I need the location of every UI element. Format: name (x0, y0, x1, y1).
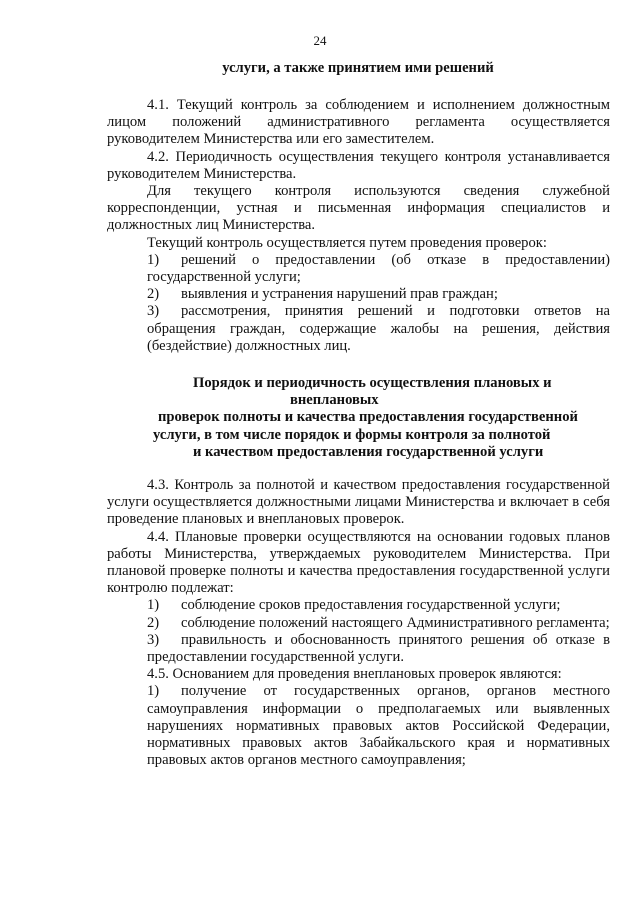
heading-line: внеплановых (290, 392, 379, 409)
list-item (107, 615, 610, 632)
heading-line: и качеством предоставления государственной услуги (193, 443, 544, 460)
list-item (107, 597, 610, 614)
list-item (107, 632, 610, 666)
section-heading-inspections (0, 375, 640, 461)
list-text: решений о предоставлении (об отказе в предоставлении) государственной услуги; (147, 251, 610, 286)
paragraph-sources: Для текущего контроля используются сведения служебной корреспонденции, устная и письменная информация специалистов и должностных лиц Министерства. (107, 183, 610, 234)
heading-line: проверок полноты и качества предоставления государственной (158, 409, 578, 426)
list-text: выявления и устранения нарушений прав граждан; (181, 286, 498, 303)
list-item (107, 286, 610, 303)
section-heading-top: услуги, а также принятием ими решений (222, 60, 494, 76)
list-item (107, 252, 610, 286)
list-number: 1) (147, 683, 160, 700)
list-text: соблюдение положений настоящего Административного регламента; (181, 614, 610, 631)
list-text: рассмотрения, принятия решений и подготовки ответов на обращения граждан, содержащие жалобы на решения, действия (бездействие) должностных лиц. (147, 303, 610, 354)
paragraph-checks-intro: Текущий контроль осуществляется путем проведения проверок: (147, 234, 547, 251)
paragraph-4-3: 4.3. Контроль за полнотой и качеством предоставления государственной услуги осуществляется должностными лицами Министерства и включает в себя проведение плановых и внеплановых проверок. (107, 477, 610, 528)
section-current-control (107, 97, 610, 355)
paragraph-4-1: 4.1. Текущий контроль за соблюдением и исполнением должностным лицом положений административного регламента осуществляется руководителем Министерства или его заместителем. (107, 97, 610, 148)
list-item (107, 303, 610, 355)
list-item (107, 683, 610, 769)
paragraph-4-5: 4.5. Основанием для проведения внеплановых проверок являются: (147, 666, 562, 683)
list-number: 3) (147, 631, 160, 648)
paragraph-4-4: 4.4. Плановые проверки осуществляются на основании годовых планов работы Министерства, утверждаемых руководителем Министерства. При плановой проверке полноты и качества предоставления государственной услуги контролю подлежат: (107, 528, 610, 597)
list-text: правильность и обоснованность принятого решения об отказе в предоставлении государственной услуги. (147, 631, 610, 666)
list-number: 1) (147, 597, 160, 614)
list-number: 2) (147, 286, 160, 303)
list-number: 2) (147, 614, 160, 631)
paragraph-4-2: 4.2. Периодичность осуществления текущего контроля устанавливается руководителем Министерства. (107, 148, 610, 182)
list-text: соблюдение сроков предоставления государственной услуги; (181, 597, 561, 614)
list-number: 1) (147, 251, 160, 268)
page-number: 24 (313, 33, 327, 48)
heading-line: услуги, в том числе порядок и формы контроля за полнотой (153, 426, 551, 443)
list-text: получение от государственных органов, органов местного самоуправления информации о предполагаемых или выявленных нарушениях нормативных правовых актов Российской Федерации, нормативных правовых актов Забайкальского края и нормативных правовых актов органов местного самоуправления; (147, 683, 610, 769)
list-number: 3) (147, 303, 160, 320)
heading-line: Порядок и периодичность осуществления плановых и (193, 375, 552, 391)
section-quality-control (107, 477, 610, 769)
